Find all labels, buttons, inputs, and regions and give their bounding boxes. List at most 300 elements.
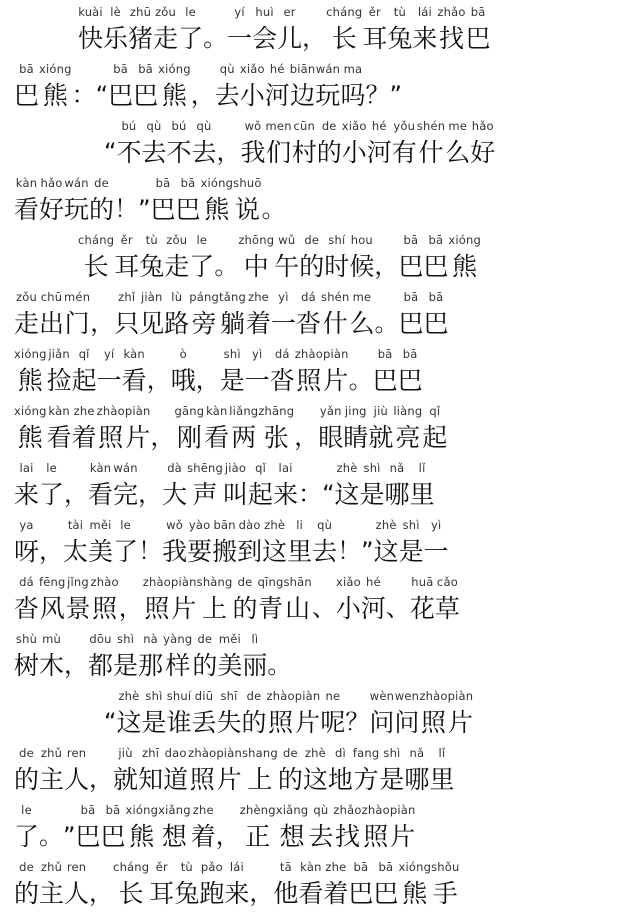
hanzi-unit: [349, 290, 374, 342]
pinyin-text: fang: [352, 746, 380, 760]
hanzi-unit: [271, 290, 296, 342]
pinyin-text: wǒ: [166, 518, 183, 532]
hanzi-text: 耳: [362, 24, 388, 53]
hanzi-text: 一: [96, 366, 122, 395]
hanzi-unit: [14, 404, 47, 456]
passage-line: [0, 684, 630, 741]
punctuation-unit: [361, 518, 373, 570]
hanzi-unit: [197, 575, 233, 627]
passage-line: [0, 741, 630, 798]
punctuation-unit: [104, 689, 116, 741]
pinyin-text: er: [283, 5, 296, 19]
hanzi-unit: [14, 62, 39, 114]
punctuation-unit: [216, 803, 240, 855]
hanzi-unit: [176, 176, 201, 228]
hanzi-text: 哦: [170, 366, 196, 395]
pinyin-text: wèn: [369, 689, 395, 703]
hanzi-text: 耳: [149, 879, 175, 908]
pinyin-text: jiǎn: [48, 347, 70, 361]
hanzi-unit: [258, 404, 294, 456]
pinyin-text: kàn: [89, 461, 112, 475]
hanzi-text: 看: [88, 480, 114, 509]
hanzi-text: 长: [83, 252, 109, 281]
punctuation-unit: [138, 461, 162, 513]
hanzi-unit: [287, 518, 312, 570]
hanzi-text: 这: [116, 708, 142, 737]
hanzi-unit: [39, 632, 64, 684]
pinyin-text: liǎng: [229, 404, 259, 418]
pinyin-text: bā: [80, 803, 96, 817]
hanzi-text: 熊: [17, 423, 43, 452]
hanzi-unit: [14, 632, 39, 684]
punctuation-unit: [63, 803, 75, 855]
pinyin-text: kàn: [300, 860, 322, 874]
hanzi-text: 巴: [423, 252, 449, 281]
punctuation-unit: [389, 62, 401, 114]
hanzi-text: 兔: [174, 879, 200, 908]
hanzi-unit: [422, 404, 447, 456]
hanzi-text: 巴: [150, 195, 176, 224]
pinyin-text: le: [46, 461, 57, 475]
hanzi-text: 是: [359, 480, 385, 509]
pinyin-text: qǐ: [255, 461, 266, 475]
hanzi-text: 照: [421, 708, 447, 737]
hanzi-unit: [410, 575, 435, 627]
hanzi-text: 着: [190, 822, 216, 851]
punctuation-unit: [365, 62, 389, 114]
hanzi-unit: [149, 860, 174, 912]
pinyin-text: zhǎo: [437, 5, 466, 19]
hanzi-unit: [342, 119, 367, 171]
hanzi-text: 了: [113, 537, 139, 566]
hanzi-text: 哪: [384, 480, 410, 509]
hanzi-text: 的: [192, 651, 218, 680]
pinyin-text: bā: [19, 62, 34, 76]
hanzi-text: 。: [261, 195, 286, 223]
hanzi-unit: [113, 860, 149, 912]
hanzi-text: 青: [258, 594, 284, 623]
hanzi-text: ！: [337, 537, 362, 565]
hanzi-text: 景: [65, 594, 91, 623]
passage-line: [0, 285, 630, 342]
hanzi-unit: [278, 746, 303, 798]
hanzi-text: 巴: [133, 81, 159, 110]
pinyin-text: bā: [377, 347, 393, 361]
pinyin-text: jiù: [118, 746, 133, 760]
pinyin-text: yàng: [163, 632, 193, 646]
hanzi-unit: [398, 860, 431, 912]
hanzi-unit: [362, 803, 390, 855]
pinyin-text: kàn: [48, 404, 70, 418]
pinyin-text: zhe: [325, 860, 347, 874]
hanzi-unit: [75, 803, 100, 855]
hanzi-unit: [14, 461, 39, 513]
pinyin-text: tù: [145, 233, 158, 247]
hanzi-unit: [39, 860, 64, 912]
punctuation-unit: [249, 860, 273, 912]
pinyin-text: shēng: [187, 461, 224, 475]
hanzi-unit: [353, 746, 379, 798]
pinyin-text: xiǎo: [341, 119, 367, 133]
hanzi-unit: [328, 746, 353, 798]
hanzi-text: 熊: [402, 879, 428, 908]
hanzi-unit: [64, 290, 90, 342]
hanzi-text: 、: [385, 594, 410, 622]
hanzi-text: 的: [316, 138, 342, 167]
pinyin-text: qīng: [257, 575, 284, 589]
punctuation-unit: [302, 5, 326, 57]
hanzi-text: “: [322, 480, 335, 508]
pinyin-text: jiào: [224, 461, 247, 475]
hanzi-unit: [158, 62, 191, 114]
hanzi-unit: [143, 575, 171, 627]
hanzi-text: 巴: [100, 822, 126, 851]
hanzi-text: 去: [312, 537, 338, 566]
hanzi-unit: [245, 347, 270, 399]
pinyin-text: zǒu: [155, 5, 177, 19]
hanzi-text: 地: [327, 765, 353, 794]
pinyin-text: bā: [402, 347, 418, 361]
hanzi-unit: [367, 119, 392, 171]
pinyin-text: dōu: [89, 632, 112, 646]
hanzi-unit: [189, 290, 219, 342]
hanzi-text: 的: [241, 708, 267, 737]
pinyin-text: tù: [180, 860, 193, 874]
hanzi-unit: [299, 233, 324, 285]
hanzi-unit: [343, 404, 368, 456]
hanzi-text: 巴: [373, 879, 399, 908]
pinyin-text: le: [120, 518, 131, 532]
hanzi-text: 人: [64, 879, 90, 908]
pinyin-text: zhǎo: [333, 803, 362, 817]
hanzi-text: ：: [71, 81, 96, 109]
hanzi-unit: [390, 803, 416, 855]
hanzi-unit: [448, 233, 481, 285]
hanzi-text: 巴: [398, 252, 424, 281]
pinyin-text: zhào: [419, 689, 448, 703]
hanzi-unit: [63, 518, 88, 570]
hanzi-text: 来: [273, 480, 299, 509]
pinyin-text: nǎ: [389, 461, 405, 475]
hanzi-unit: [417, 119, 445, 171]
pinyin-text: hé: [269, 62, 285, 76]
hanzi-text: “: [104, 708, 117, 736]
hanzi-unit: [398, 347, 423, 399]
hanzi-text: 候: [349, 252, 375, 281]
hanzi-unit: [374, 518, 399, 570]
pinyin-text: bā: [105, 803, 121, 817]
hanzi-unit: [295, 347, 323, 399]
pinyin-text: wán: [315, 62, 341, 76]
punctuation-unit: [349, 347, 373, 399]
hanzi-unit: [320, 689, 345, 741]
hanzi-unit: [164, 290, 189, 342]
pinyin-text: qù: [313, 803, 329, 817]
hanzi-text: 亮: [395, 423, 421, 452]
pinyin-text: me: [352, 290, 372, 304]
hanzi-unit: [227, 5, 252, 57]
hanzi-text: 小: [239, 81, 265, 110]
hanzi-text: ，: [302, 24, 327, 52]
hanzi-text: 熊: [161, 81, 187, 110]
passage-line: [0, 171, 630, 228]
pinyin-text: ò: [179, 347, 187, 361]
hanzi-unit: [412, 5, 437, 57]
pinyin-text: zhèng: [239, 803, 276, 817]
hanzi-unit: [270, 347, 295, 399]
hanzi-text: ，: [294, 423, 319, 451]
hanzi-text: 草: [434, 594, 460, 623]
hanzi-unit: [78, 233, 114, 285]
hanzi-unit: [240, 62, 265, 114]
pinyin-text: zhāng: [258, 404, 295, 418]
hanzi-text: 走: [14, 309, 40, 338]
pinyin-text: zhè: [264, 518, 286, 532]
pinyin-text: kàn: [206, 404, 228, 418]
pinyin-text: lai: [278, 461, 293, 475]
hanzi-unit: [392, 119, 417, 171]
pinyin-text: qù: [219, 62, 235, 76]
pinyin-text: dá: [19, 575, 34, 589]
hanzi-unit: [303, 746, 328, 798]
hanzi-unit: [97, 347, 122, 399]
passage-line: [0, 855, 630, 912]
pinyin-text: ěr: [368, 5, 381, 19]
pinyin-text: ma: [343, 62, 363, 76]
hanzi-text: 想: [161, 822, 187, 851]
pinyin-text: hou: [350, 233, 373, 247]
hanzi-text: 么: [349, 309, 375, 338]
hanzi-text: 去: [308, 822, 334, 851]
hanzi-text: 只: [114, 309, 140, 338]
pinyin-text: qù: [317, 518, 333, 532]
hanzi-unit: [394, 689, 419, 741]
hanzi-unit: [163, 746, 188, 798]
hanzi-text: 呢: [320, 708, 346, 737]
hanzi-text: 片: [125, 423, 151, 452]
punctuation-unit: [374, 233, 398, 285]
hanzi-text: 熊: [204, 195, 230, 224]
hanzi-unit: [283, 575, 311, 627]
hanzi-text: 旁: [191, 309, 217, 338]
hanzi-text: ，: [138, 480, 163, 508]
hanzi-unit: [333, 803, 361, 855]
hanzi-unit: [423, 233, 448, 285]
punctuation-unit: [322, 461, 334, 513]
hanzi-text: 河: [366, 138, 392, 167]
hanzi-unit: [326, 5, 362, 57]
pinyin-text: yí: [234, 5, 245, 19]
hanzi-text: 是: [219, 366, 245, 395]
pinyin-text: qù: [196, 119, 212, 133]
pinyin-text: zhè: [375, 518, 397, 532]
hanzi-text: “: [95, 81, 109, 109]
pinyin-text: gāng: [174, 404, 205, 418]
hanzi-text: 玩: [315, 81, 341, 110]
pinyin-text: tǎng: [219, 290, 246, 304]
hanzi-text: 什: [418, 138, 444, 167]
hanzi-unit: [308, 803, 333, 855]
pinyin-text: ya: [19, 518, 34, 532]
hanzi-unit: [419, 689, 447, 741]
hanzi-text: 。: [348, 366, 373, 394]
hanzi-unit: [424, 518, 449, 570]
pinyin-text: hǎo: [40, 176, 63, 190]
punctuation-unit: [104, 119, 116, 171]
hanzi-unit: [448, 689, 474, 741]
hanzi-unit: [162, 518, 187, 570]
hanzi-unit: [423, 290, 448, 342]
pinyin-text: zǒu: [166, 233, 188, 247]
hanzi-text: 出: [39, 309, 65, 338]
pinyin-text: xióng: [14, 404, 47, 418]
hanzi-text: 中: [243, 252, 269, 281]
hanzi-unit: [114, 233, 139, 285]
hanzi-text: 一: [423, 537, 449, 566]
hanzi-unit: [220, 347, 245, 399]
pinyin-text: shān: [283, 575, 312, 589]
hanzi-text: 兔: [387, 24, 413, 53]
pinyin-text: kàn: [123, 347, 145, 361]
hanzi-unit: [242, 689, 267, 741]
pinyin-text: yǒu: [393, 119, 416, 133]
punctuation-unit: [151, 404, 175, 456]
hanzi-text: 了: [189, 252, 215, 281]
pinyin-text: yào: [188, 518, 211, 532]
hanzi-unit: [204, 404, 229, 456]
passage-line: [0, 57, 630, 114]
hanzi-text: 要: [187, 537, 213, 566]
hanzi-text: 这: [334, 480, 360, 509]
hanzi-unit: [466, 5, 491, 57]
hanzi-unit: [139, 233, 164, 285]
hanzi-text: 跑: [199, 879, 225, 908]
hanzi-text: 着: [323, 879, 349, 908]
pinyin-text: shì: [383, 746, 401, 760]
hanzi-unit: [64, 860, 89, 912]
pinyin-text: zhī: [142, 746, 160, 760]
pinyin-text: piàn: [322, 347, 349, 361]
hanzi-unit: [435, 575, 460, 627]
hanzi-unit: [321, 290, 349, 342]
hanzi-unit: [14, 746, 39, 798]
hanzi-unit: [312, 518, 337, 570]
hanzi-text: 看: [14, 195, 40, 224]
pinyin-text: xióng: [14, 347, 47, 361]
hanzi-text: 巴: [108, 81, 134, 110]
pinyin-text: bān: [213, 518, 236, 532]
hanzi-text: 到: [237, 537, 263, 566]
hanzi-text: 村: [291, 138, 317, 167]
hanzi-text: 张: [263, 423, 289, 452]
pinyin-text: piàn: [294, 689, 321, 703]
hanzi-text: ，: [64, 651, 89, 679]
hanzi-text: 巴: [175, 195, 201, 224]
hanzi-unit: [296, 290, 321, 342]
punctuation-unit: [39, 803, 63, 855]
hanzi-text: 的: [89, 195, 115, 224]
hanzi-unit: [39, 62, 72, 114]
hanzi-text: 好: [470, 138, 496, 167]
hanzi-text: 睛: [343, 423, 369, 452]
pinyin-text: shuí: [166, 689, 192, 703]
hanzi-text: 树: [14, 651, 40, 680]
pinyin-text: dào: [238, 518, 261, 532]
hanzi-unit: [113, 632, 138, 684]
hanzi-unit: [410, 461, 435, 513]
hanzi-text: 谁: [166, 708, 192, 737]
pinyin-text: dì: [334, 746, 346, 760]
hanzi-unit: [229, 404, 258, 456]
pinyin-text: zǒu: [16, 290, 37, 304]
hanzi-unit: [273, 860, 298, 912]
pinyin-text: xiǎng: [275, 803, 309, 817]
hanzi-text: ！: [138, 537, 163, 565]
hanzi-unit: [437, 5, 465, 57]
pinyin-text: yì: [278, 290, 289, 304]
hanzi-unit: [298, 860, 323, 912]
hanzi-text: 知: [138, 765, 164, 794]
hanzi-unit: [64, 746, 89, 798]
hanzi-text: 了: [39, 480, 65, 509]
passage-line: [0, 0, 630, 57]
hanzi-text: 我: [162, 537, 188, 566]
hanzi-unit: [242, 746, 278, 798]
hanzi-unit: [217, 689, 242, 741]
pinyin-text: xióng: [39, 62, 72, 76]
hanzi-text: 河: [264, 81, 290, 110]
pinyin-text: mù: [42, 632, 61, 646]
pinyin-text: chū: [40, 290, 63, 304]
pinyin-text: shuō: [233, 176, 262, 190]
pinyin-text: bā: [378, 860, 394, 874]
hanzi-unit: [315, 62, 340, 114]
punctuation-unit: [114, 176, 138, 228]
hanzi-unit: [431, 860, 459, 912]
pinyin-text: cǎo: [436, 575, 458, 589]
hanzi-unit: [14, 860, 39, 912]
hanzi-unit: [97, 404, 125, 456]
hanzi-unit: [39, 746, 64, 798]
pinyin-text: zhǔ: [40, 860, 63, 874]
hanzi-unit: [138, 746, 163, 798]
hanzi-unit: [385, 461, 410, 513]
pinyin-text: lai: [19, 461, 34, 475]
pinyin-text: zhǔ: [40, 746, 63, 760]
hanzi-text: 这: [262, 537, 288, 566]
hanzi-text: 巴: [423, 309, 449, 338]
passage-line: [0, 114, 630, 171]
hanzi-text: 去: [191, 138, 217, 167]
pinyin-text: hé: [366, 575, 381, 589]
hanzi-unit: [368, 404, 393, 456]
hanzi-text: 看: [204, 423, 230, 452]
hanzi-text: 美: [217, 651, 243, 680]
hanzi-unit: [14, 176, 39, 228]
hanzi-unit: [114, 290, 139, 342]
hanzi-unit: [277, 5, 302, 57]
hanzi-text: 照: [268, 708, 294, 737]
pinyin-text: bā: [403, 290, 419, 304]
pinyin-text: jiù: [373, 404, 388, 418]
hanzi-text: 走: [164, 252, 190, 281]
hanzi-unit: [39, 461, 64, 513]
hanzi-text: 起: [71, 366, 97, 395]
punctuation-unit: [214, 233, 238, 285]
hanzi-text: ！: [114, 195, 139, 223]
pinyin-text: yǎn: [319, 404, 342, 418]
hanzi-unit: [258, 575, 284, 627]
